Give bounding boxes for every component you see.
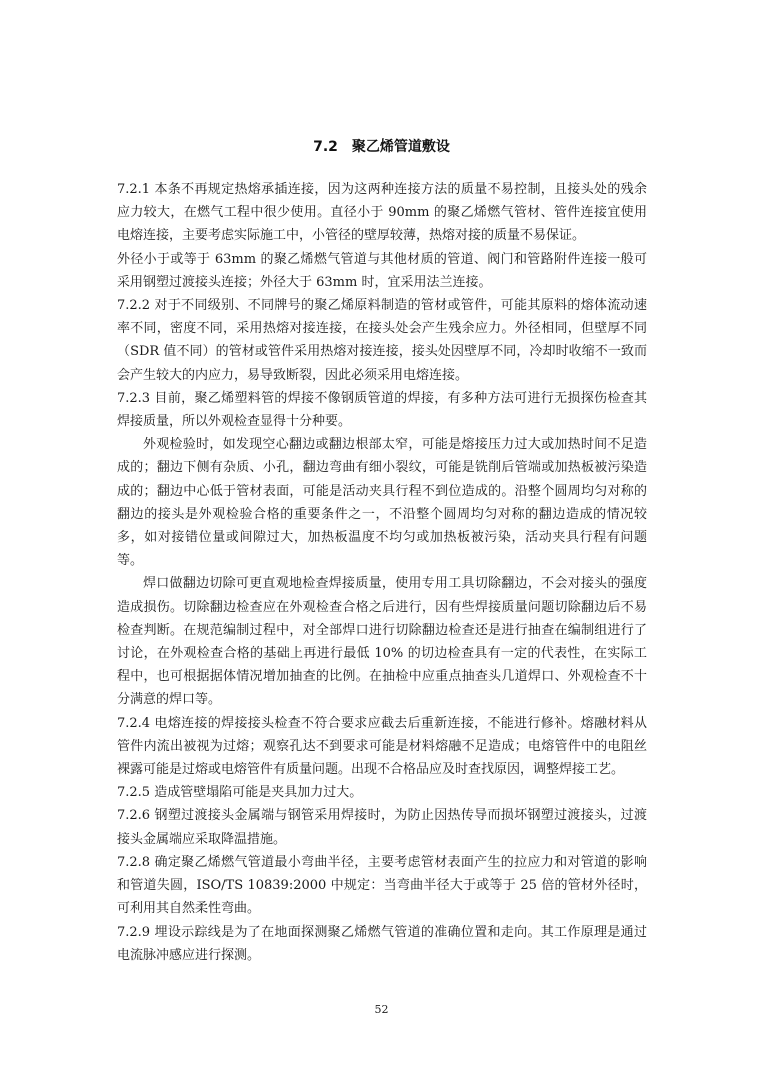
page-number: 52	[374, 1003, 389, 1016]
paragraph-flange-removal: 焊口做翻边切除可更直观地检查焊接质量，使用专用工具切除翻边，不会对接头的强度造成损伤。切除翻边检查应在外观检查合格之后进行，因有些焊接质量问题切除翻边后不易检查判断。在规范编制过程中，对全部焊口进行切除翻边检查还是进行抽查在编制组进行了讨论，在外观检查合格的基础上再进行最低 10% 的切边检查具有一定的代表性，在实际工程中，也可根据据体情况增加抽查的比例。在抽检中应重点抽查头几道焊口、外观检查不十分满意的焊口等。	[117, 576, 647, 708]
body-text	[117, 178, 647, 967]
paragraph-7-2-1-continued: 外径小于或等于 63mm 的聚乙烯燃气管道与其他材质的管道、阀门和管路附件连接一般可采用钢塑过渡接头连接；外径大于 63mm 时，宜采用法兰连接。	[117, 251, 647, 290]
paragraph-7-2-6: 7.2.6 钢塑过渡接头金属端与钢管采用焊接时，为防止因热传导而损坏钢塑过渡接头，过渡接头金属端应采取降温措施。	[117, 808, 647, 847]
paragraph-visual-inspection: 外观检验时，如发现空心翻边或翻边根部太窄，可能是熔接压力过大或加热时间不足造成的；翻边下侧有杂质、小孔，翻边弯曲有细小裂纹，可能是铣削后管端或加热板被污染造成的；翻边中心低于管材表面，可能是活动夹具行程不到位造成的。沿整个圆周均匀对称的翻边的接头是外观检验合格的重要条件之一，不沿整个圆周均匀对称的翻边造成的情况较多，如对接错位量或间隙过大，加热板温度不均匀或加热板被污染，活动夹具行程有问题等。	[117, 437, 647, 569]
paragraph-7-2-1: 7.2.1 本条不再规定热熔承插连接，因为这两种连接方法的质量不易控制，且接头处的残余应力较大，在燃气工程中很少使用。直径小于 90mm 的聚乙烯燃气管材、管件连接宜使用电熔连接，主要考虑实际施工中，小管径的壁厚较薄，热熔对接的质量不易保证。	[117, 182, 647, 244]
paragraph-7-2-8: 7.2.8 确定聚乙烯燃气管道最小弯曲半径，主要考虑管材表面产生的拉应力和对管道的影响和管道失圆，ISO/TS 10839:2000 中规定：当弯曲半径大于或等于 25 倍的管材外径时，可利用其自然柔性弯曲。	[117, 854, 647, 917]
paragraph-7-2-4: 7.2.4 电熔连接的焊接接头检查不符合要求应截去后重新连接，不能进行修补。熔融材料从管件内流出被视为过熔；观察孔达不到要求可能是材料熔融不足造成；电熔管件中的电阻丝裸露可能是过熔或电熔管件有质量问题。出现不合格品应及时查找原因，调整焊接工艺。	[117, 715, 647, 778]
section-title: 7.2 聚乙烯管道敷设	[313, 139, 450, 155]
paragraph-7-2-2: 7.2.2 对于不同级别、不同牌号的聚乙烯原料制造的管材或管件，可能其原料的熔体流动速率不同，密度不同，采用热熔对接连接，在接头处会产生残余应力。外径相同，但壁厚不同（SDR 值不同）的管材或管件采用热熔对接连接，接头处因壁厚不同，冷却时收缩不一致而会产生较大的内应力，易导致断裂，因此必须采用电熔连接。	[117, 298, 647, 383]
paragraph-7-2-3: 7.2.3 目前，聚乙烯塑料管的焊接不像钢质管道的焊接，有多种方法可进行无损探伤检查其焊接质量，所以外观检查显得十分种要。	[117, 390, 647, 430]
paragraph-7-2-5: 7.2.5 造成管壁塌陷可能是夹具加力过大。	[117, 785, 363, 801]
paragraph-7-2-9: 7.2.9 埋设示踪线是为了在地面探测聚乙烯燃气管道的准确位置和走向。其工作原理是通过电流脉冲感应进行探测。	[117, 924, 647, 963]
